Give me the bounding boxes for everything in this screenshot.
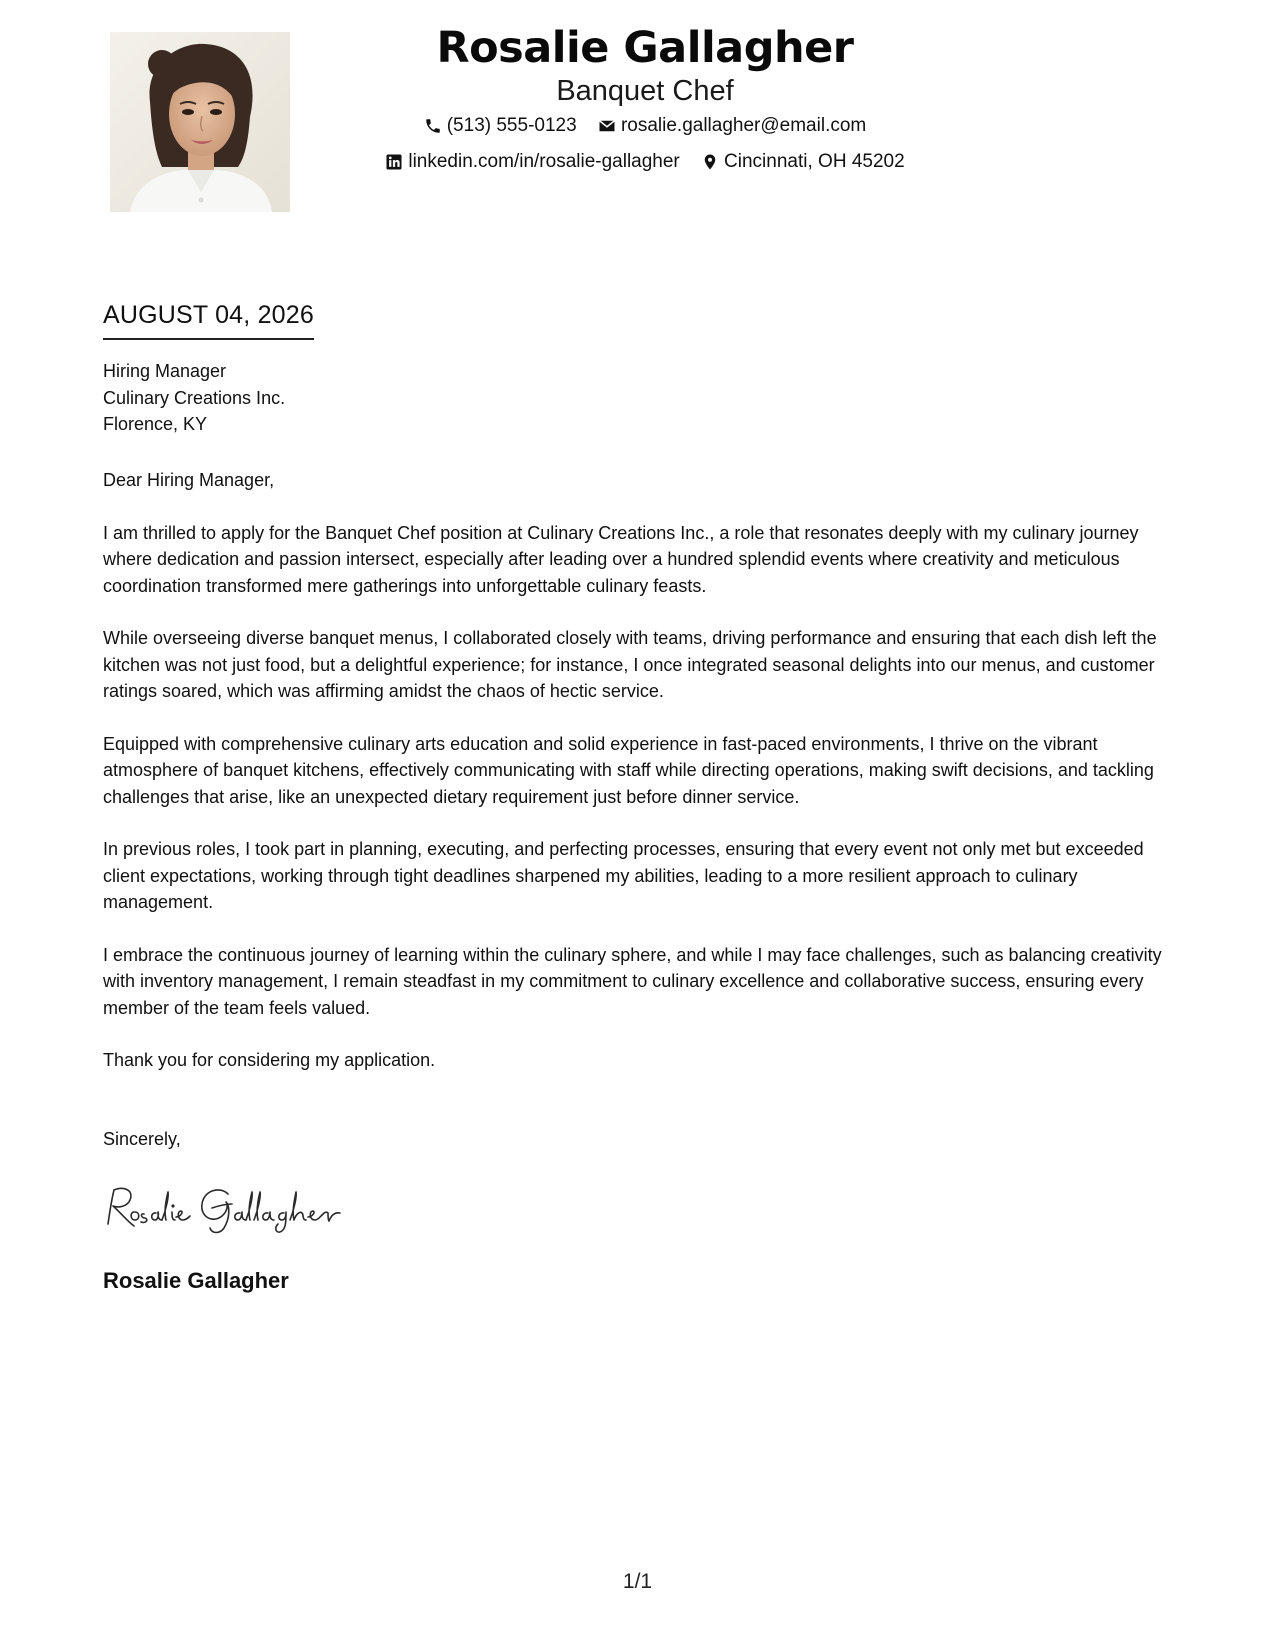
recipient-line: Hiring Manager (103, 361, 227, 381)
linkedin-icon (385, 153, 403, 171)
letter-paragraph: Equipped with comprehensive culinary arts education and solid experience in fast-paced environments, I thrive on the vibrant atmosphere of banquet kitchens, effectively communicating with staff while directing operations, making swift decisions, and tackling challenges that arise, like an unexpected dietary requirement just before dinner service. (103, 733, 1154, 807)
contact-row-primary (300, 112, 990, 144)
job-title: Banquet Chef (556, 75, 734, 107)
signature-image (100, 1180, 370, 1240)
location-text: Cincinnati, OH 45202 (724, 151, 905, 172)
letter-date: AUGUST 04, 2026 (103, 298, 314, 340)
recipient-line: Florence, KY (103, 414, 208, 434)
letter-date-block (103, 298, 314, 340)
salutation: Dear Hiring Manager, (103, 470, 275, 490)
page-number: 1/1 (622, 1570, 653, 1593)
profile-photo (110, 32, 290, 212)
thank-you-line: Thank you for considering my application. (103, 1050, 436, 1070)
email-text: rosalie.gallagher@email.com (620, 115, 867, 136)
map-pin-icon (701, 153, 719, 171)
recipient-address (103, 358, 285, 438)
letter-body (103, 467, 1183, 1100)
recipient-line: Culinary Creations Inc. (103, 387, 286, 408)
letter-paragraph: I am thrilled to apply for the Banquet Chef position at Culinary Creations Inc., a role that resonates deeply with my culinary journey where dedication and passion intersect, especially after leading over a hundred splendid events where creativity and meticulous coordination transformed mere gatherings into unforgettable culinary feasts. (103, 522, 1139, 596)
contact-linkedin[interactable] (385, 148, 679, 176)
resume-header (300, 20, 990, 180)
contact-phone[interactable] (424, 112, 577, 140)
phone-icon (424, 117, 442, 135)
contact-row-secondary (300, 148, 990, 180)
envelope-icon (598, 117, 616, 135)
closing: Sincerely, (103, 1129, 181, 1149)
letter-paragraph: While overseeing diverse banquet menus, I collaborated closely with teams, driving performance and ensuring that each dish left the kitchen was not just food, but a delightful experience; for instance, I once integrated seasonal delights into our menus, and customer ratings soared, which was affirming amidst the chaos of hectic service. (103, 628, 1157, 701)
letter-paragraph: I embrace the continuous journey of learning within the culinary sphere, and while I may face challenges, such as balancing creativity with inventory management, I remain steadfast in my commitment to culinary excellence and collaborative success, ensuring every member of the team feels valued. (103, 944, 1162, 1018)
contact-location (701, 148, 905, 176)
contact-email[interactable] (598, 112, 866, 140)
linkedin-text: linkedin.com/in/rosalie-gallagher (408, 151, 680, 172)
signer-name: Rosalie Gallagher (103, 1268, 289, 1293)
phone-text: (513) 555-0123 (446, 115, 577, 136)
letter-paragraph: In previous roles, I took part in planning, executing, and perfecting processes, ensuring that every event not only met but exceeded client expectations, working through tight deadlines sharpened my abilities, leading to a more resilient approach to culinary management. (103, 839, 1144, 912)
candidate-name: Rosalie Gallagher (436, 23, 854, 73)
